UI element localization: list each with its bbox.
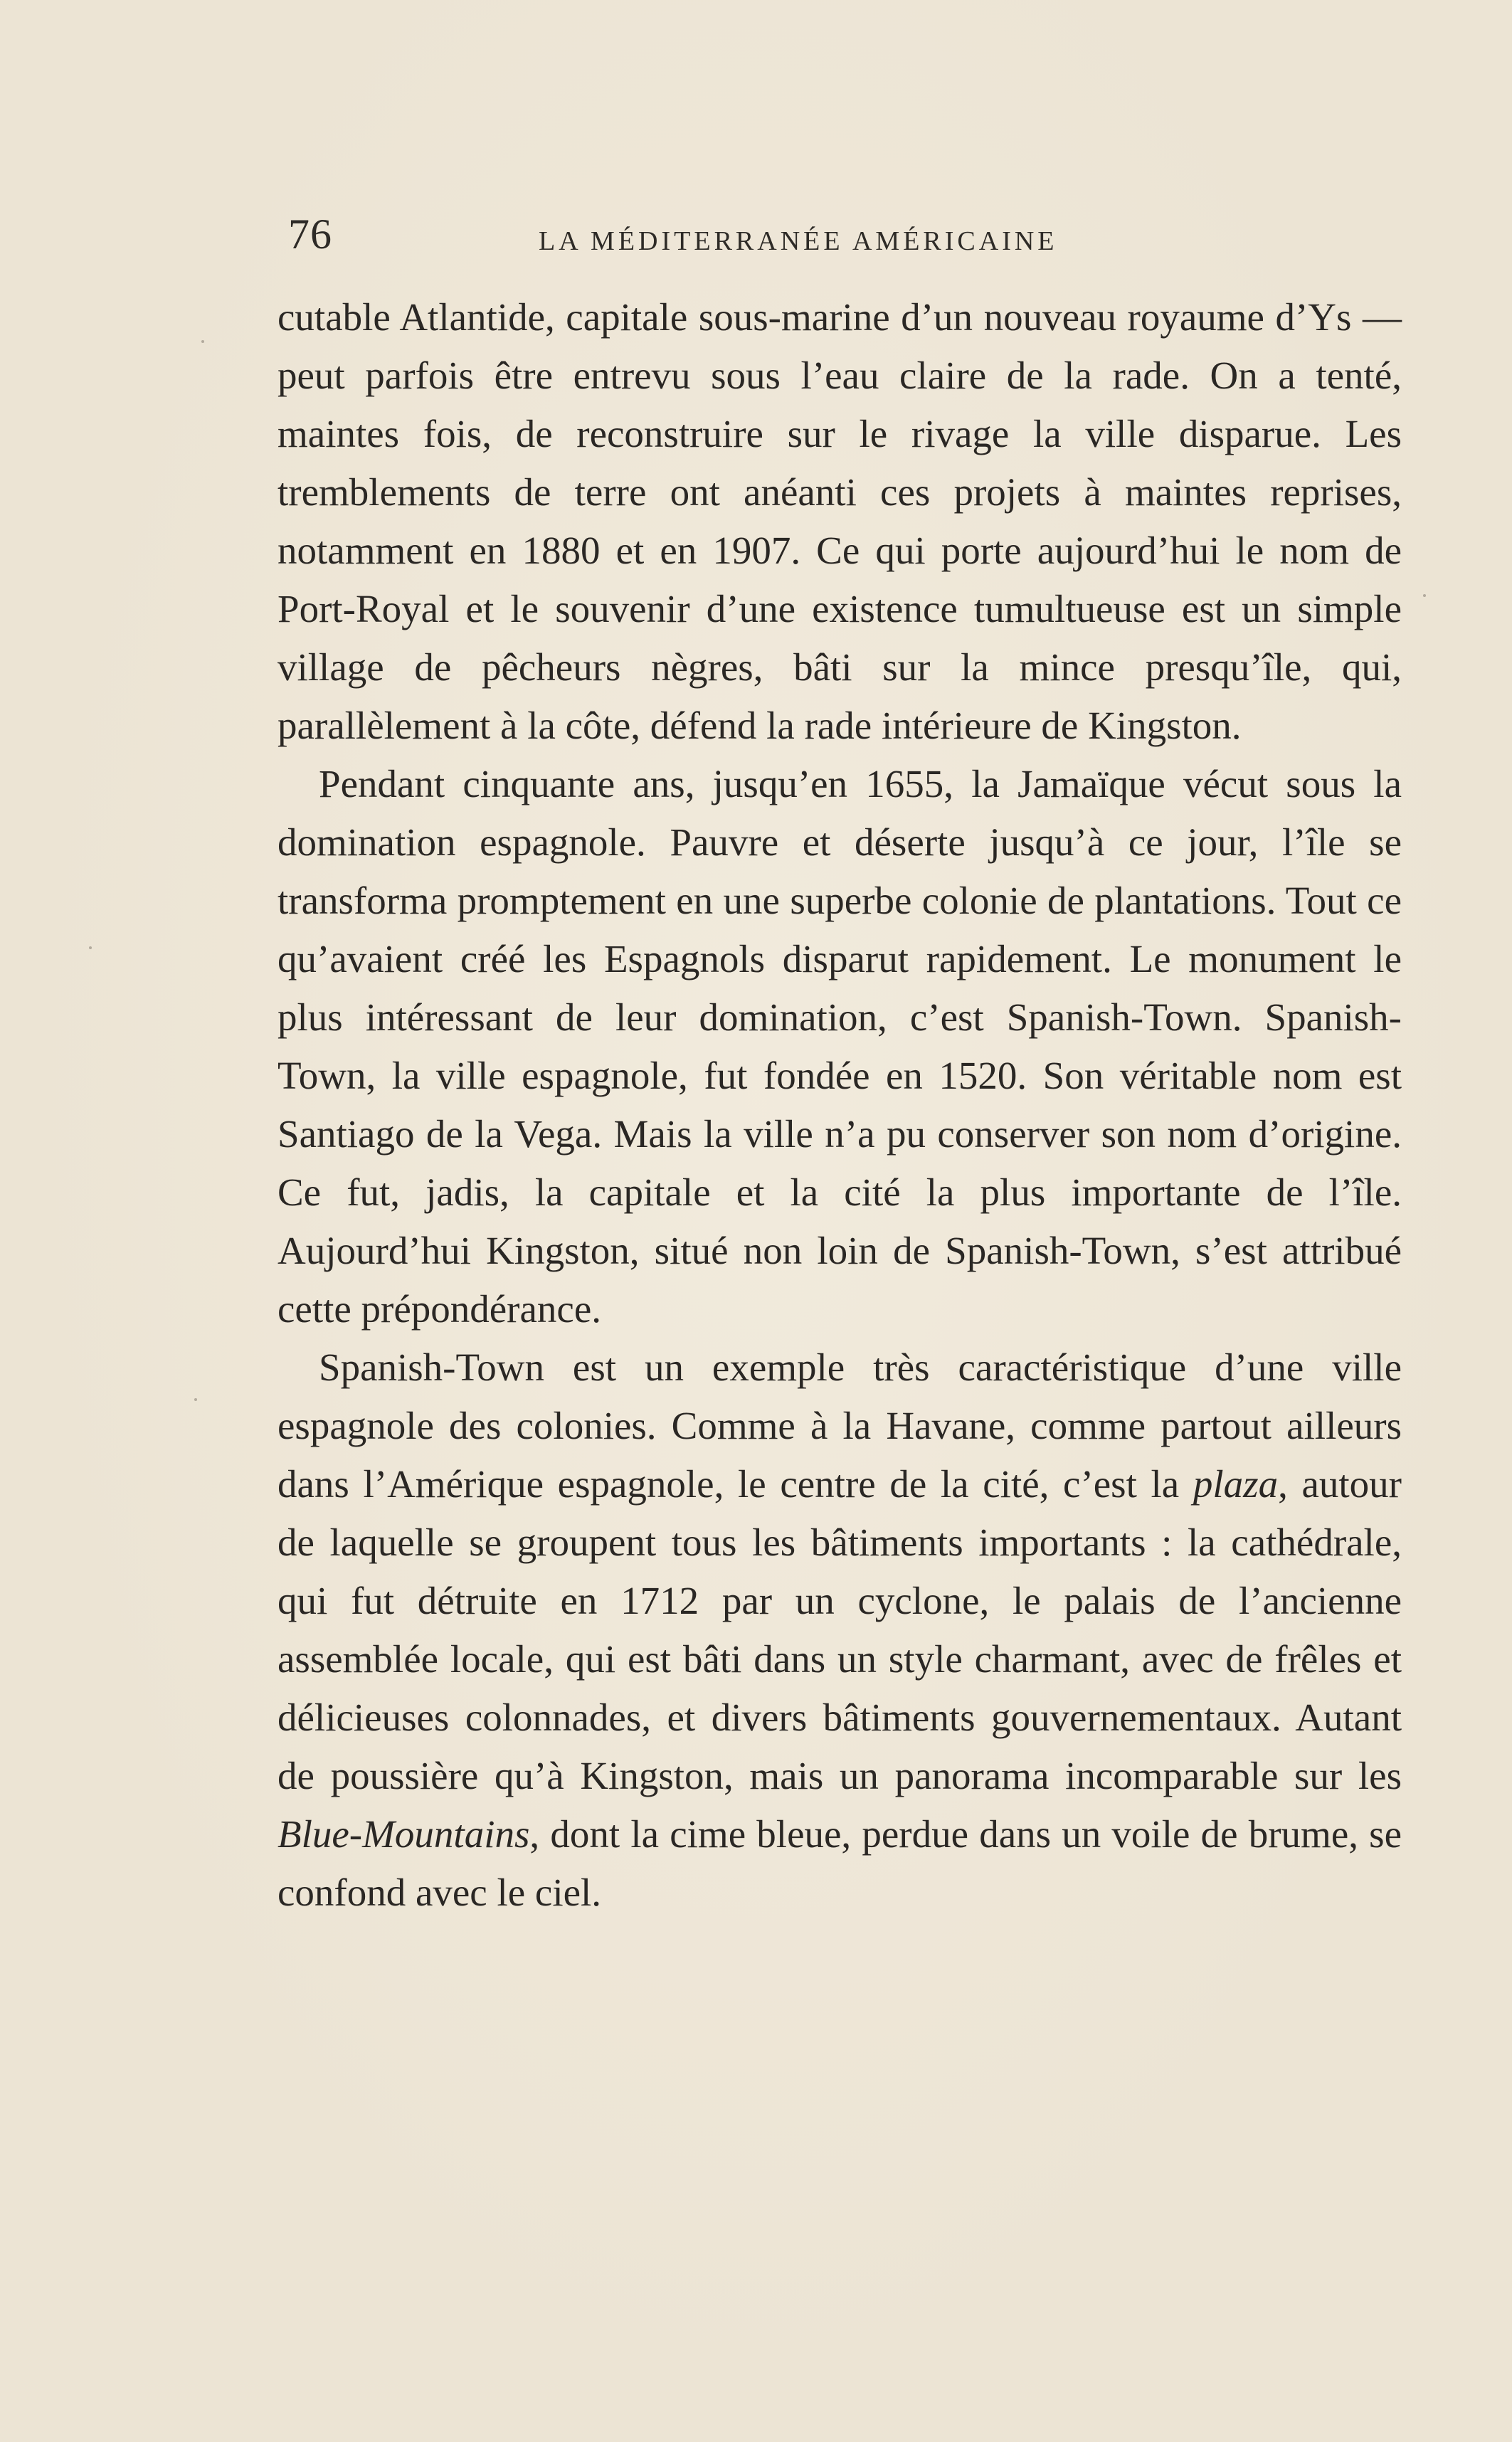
paper-speck xyxy=(1423,594,1426,597)
paragraph-spanish-town xyxy=(277,1338,1402,1922)
text-run: Spanish-Town est un exemple très caractéristique d’une ville espagnole des colonies. Comme à la Havane, comme partout ailleurs dans l’Amérique espagnole, le centre de la cité, c’est la xyxy=(277,1346,1402,1506)
page-number: 76 xyxy=(288,211,332,258)
italic-term-plaza: plaza xyxy=(1193,1462,1279,1506)
paper-speck xyxy=(194,1398,197,1401)
text-run: , dont la cime bleue, perdue dans un voile de brume, se confond avec le ciel. xyxy=(277,1812,1402,1914)
paper-speck xyxy=(89,946,92,949)
running-head xyxy=(288,210,1409,260)
paragraph-jamaica-history: Pendant cinquante ans, jusqu’en 1655, la Jamaïque vécut sous la domination espagnole. Pauvre et déserte jusqu’à ce jour, l’île se transforma promptement en une superbe colonie de plantations. Tout ce qu’avaient créé les Espagnols disparut rapidement. Le monument le plus intéressant de leur domination, c’est Spanish-Town. Spanish-Town, la ville espagnole, fut fondée en 1520. Son véritable nom est Santiago de la Vega. Mais la ville n’a pu conserver son nom d’origine. Ce fut, jadis, la capitale et la cité la plus importante de l’île. Aujourd’hui Kingston, situé non loin de Spanish-Town, s’est attribué cette prépondérance. xyxy=(277,762,1402,1331)
running-title: LA MÉDITERRANÉE AMÉRICAINE xyxy=(539,226,1058,256)
text-run: , autour de laquelle se groupent tous les bâtiments importants : la cathédrale, qui fut détruite en 1712 par un cyclone, le palais de l’ancienne assemblée locale, qui est bâti dans un style charmant, avec de frêles et délicieuses colonnades, et divers bâtiments gouvernementaux. Autant de poussière qu’à Kingston, mais un panorama incomparable sur les xyxy=(277,1462,1402,1797)
body-text xyxy=(277,288,1402,1922)
italic-term-blue-mountains: Blue-Mountains xyxy=(277,1812,530,1856)
paragraph-continuation: cutable Atlantide, capitale sous-marine d’un nouveau royaume d’Ys — peut parfois être entrevu sous l’eau claire de la rade. On a tenté, maintes fois, de reconstruire sur le rivage la ville disparue. Les tremblements de terre ont anéanti ces projets à maintes reprises, notamment en 1880 et en 1907. Ce qui porte aujourd’hui le nom de Port-Royal et le souvenir d’une existence tumultueuse est un simple village de pêcheurs nègres, bâti sur la mince presqu’île, qui, parallèlement à la côte, défend la rade intérieure de Kingston. xyxy=(277,295,1402,747)
paper-speck xyxy=(201,340,204,343)
